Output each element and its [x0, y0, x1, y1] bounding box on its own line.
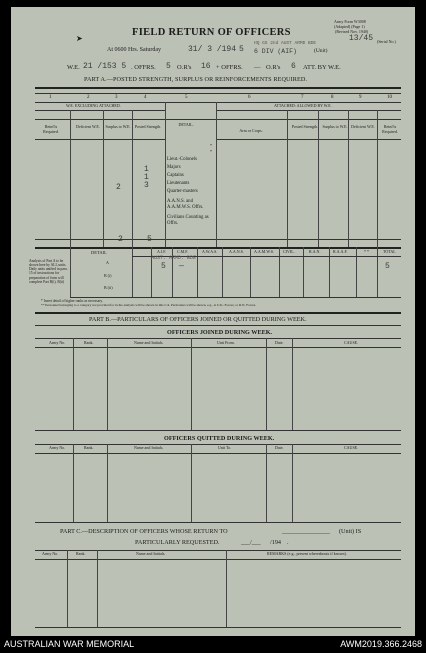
quitted-col-army-no: Army No.: [49, 445, 66, 450]
offrs-label: . OFFRS.: [131, 64, 156, 71]
analysis-footnote-2: ** Personnel belonging to a category not provided for in the analysis will be shown in this Col. Particulars will be shown, e.g., at U.K. Forces; or R.N. Forces.: [41, 303, 257, 307]
partc-col-name: Name and Initials.: [136, 551, 166, 556]
an-col-total: TOTAL: [383, 249, 396, 254]
att-label: ATT. BY W.E.: [303, 64, 341, 71]
we-typed: 21 /153 5: [83, 62, 127, 71]
offrs-value: 5: [166, 62, 171, 71]
ors-value: 16: [201, 62, 211, 71]
analysis-cmf-value: —: [179, 262, 184, 271]
posted-major: 1: [144, 165, 149, 174]
part-c-date-year: /194: [270, 539, 282, 546]
an-col-awas: A.W.A.S.: [202, 249, 218, 254]
an-col-cmf: C.M.F.: [177, 249, 189, 254]
group-attached: ATTACHED: ALLOWED BY W.E.: [274, 103, 332, 108]
partc-col-army-no: Army No.: [42, 551, 59, 556]
posted-captain: 1: [144, 173, 149, 182]
hdr-reinf-required: Reinf'ts Required.: [43, 124, 59, 134]
col-num-9: 9: [359, 95, 362, 100]
quitted-col-unit-to: Unit To.: [218, 445, 232, 450]
analysis-stamp: AUST. ARMD. BDE.: [151, 255, 200, 261]
col-num-7: 7: [301, 95, 304, 100]
quitted-col-date: Date.: [275, 445, 284, 450]
an-col-raaf: R.A.A.F.: [333, 249, 348, 254]
rank-asterisk-2: *: [210, 149, 212, 154]
part-c-unit-blank: ________________: [282, 529, 330, 535]
col-num-10: 10: [387, 95, 392, 100]
quitted-col-name: Name and Initials.: [134, 445, 164, 450]
quitted-title: OFFICERS QUITTED DURING WEEK.: [164, 435, 275, 442]
partc-col-rank: Rank.: [76, 551, 86, 556]
quitted-col-cause: CAUSE.: [344, 445, 359, 450]
analysis-row-bii: B (ii): [104, 285, 113, 290]
form-sheet: [11, 7, 415, 636]
joined-col-rank: Rank.: [84, 340, 94, 345]
unit-typed: 6 DIV (AIF): [254, 48, 297, 55]
analysis-detail-label: DETAIL: [91, 250, 107, 255]
joined-title: OFFICERS JOINED DURING WEEK.: [167, 329, 273, 336]
col-num-6: 6: [248, 95, 251, 100]
part-a-title: PART A.—POSTED STRENGTH, SURPLUS OR REINFORCEMENTS REQUIRED.: [84, 76, 308, 83]
an-col-ran: R.A.N.: [309, 249, 321, 254]
hdr-deficient: Deficient W.E.: [76, 124, 100, 129]
hdr-att-deficient: Deficient W.E.: [351, 124, 375, 129]
rank-aans: A.A.N.S. and A.A.M.W.S. Offrs.: [167, 199, 204, 210]
total-surplus: 2: [118, 235, 123, 244]
rank-asterisk-1: *: [210, 143, 212, 148]
an-col-other: * *: [364, 249, 369, 254]
an-col-aans: A.A.N.S.: [229, 249, 244, 254]
surplus-value: 2: [116, 183, 121, 192]
col-num-5: 5: [185, 95, 188, 100]
hdr-arm-corps: Arm or Corps.: [239, 128, 263, 133]
joined-col-name: Name and Initials.: [134, 340, 164, 345]
hdr-att-surplus: Surplus to W.E.: [322, 124, 348, 129]
part-b-title: PART B.—PARTICULARS OF OFFICERS JOINED OR QUITTED DURING WEEK.: [89, 316, 307, 323]
col-num-4: 4: [144, 95, 147, 100]
analysis-footnote-1: * Insert detail of higher ranks as necessary.: [41, 299, 103, 303]
rank-civilians: Civilians Counting as Offrs.: [167, 215, 209, 226]
col-num-1: 1: [49, 95, 52, 100]
col-num-2: 2: [87, 95, 90, 100]
col-num-8: 8: [331, 95, 334, 100]
an-col-aamws: A.A.M.W.S.: [254, 249, 274, 254]
adapted-label: (Adapted) (Page 1): [334, 24, 365, 29]
group-we-excluding: W.E. EXCLUDING ATTACHED.: [66, 103, 121, 108]
joined-col-date: Date.: [275, 340, 284, 345]
rank-qm: Quarter-masters: [167, 189, 198, 194]
serial-handwritten: 13/45: [349, 34, 374, 43]
rank-captains: Captains: [167, 173, 184, 178]
hdr-detail: DETAIL.: [178, 122, 194, 127]
joined-col-cause: CAUSE.: [344, 340, 359, 345]
army-form-label: Army Form W3008: [334, 19, 366, 24]
year-typed: 5: [239, 45, 244, 54]
unit-label: (Unit): [314, 48, 328, 54]
rank-lt-col: Lieut.-Colonels: [167, 157, 197, 162]
quitted-col-rank: Rank.: [84, 445, 94, 450]
hdr-att-posted: Posted Strength.: [291, 124, 319, 129]
posted-lieutenant: 3: [144, 181, 149, 190]
archive-footer: [0, 636, 426, 653]
col-num-3: 3: [115, 95, 118, 100]
hdr-surplus: Surplus to W.E.: [105, 124, 131, 129]
we-label: W.E.: [67, 64, 80, 71]
partc-col-remarks: REMARKS (e.g., present whereabouts if known).: [267, 551, 347, 556]
analysis-aif-value: 5: [161, 262, 166, 271]
part-c-date-dot: .: [287, 539, 289, 546]
form-title: FIELD RETURN OF OFFICERS: [132, 27, 291, 38]
joined-col-unit-from: Unit From.: [217, 340, 235, 345]
ors2-label: O.R's: [266, 64, 281, 71]
an-col-civil: CIVIL.: [283, 249, 295, 254]
plus-offrs-label: + OFFRS.: [216, 64, 243, 71]
at-hours-label: At 0600 Hrs. Saturday: [107, 47, 161, 53]
hdr-att-reinf: Reinf'ts Required.: [382, 124, 398, 134]
joined-col-army-no: Army No.: [49, 340, 66, 345]
rank-majors: Majors: [167, 165, 181, 170]
rank-lieutenants: Lieutenants: [167, 181, 190, 186]
total-posted: 5: [147, 235, 152, 244]
revised-label: (Revised Nov. 1940): [335, 29, 369, 34]
serial-label: (Serial No.): [377, 39, 396, 44]
footer-institution: AUSTRALIAN WAR MEMORIAL: [4, 639, 135, 649]
footer-accession: AWM2019.366.2468: [340, 639, 422, 649]
unit-stamp: HQ GS 2nd AUST ARMD BDE: [254, 41, 317, 46]
part-c-line1: PART C.—DESCRIPTION OF OFFICERS WHOSE RETURN TO: [60, 528, 228, 535]
analysis-note: Analysis of Part A to be shown here by ALL units. Daily units unified in para. 15 of instructions for preparation of form will complete Part B(i), B(ii): [29, 259, 68, 284]
ors2-value: 6: [291, 62, 296, 71]
part-c-date-blanks: ___/___: [241, 540, 261, 546]
date-typed: 31/ 3 /194: [188, 45, 237, 54]
analysis-total-value: 5: [385, 262, 390, 271]
dash-sep: —: [254, 64, 261, 71]
ors-label: O.R's: [177, 64, 192, 71]
an-col-aif: A.I.F.: [157, 249, 167, 254]
analysis-row-a: A: [106, 260, 109, 265]
hdr-posted: Posted Strength.: [134, 124, 162, 129]
arrow-mark-icon: ➤: [76, 34, 83, 43]
part-c-line2: PARTICULARLY REQUESTED.: [135, 539, 220, 546]
part-c-line1-tail: (Unit) IS: [339, 528, 362, 535]
analysis-row-bi: B (i): [104, 273, 112, 278]
